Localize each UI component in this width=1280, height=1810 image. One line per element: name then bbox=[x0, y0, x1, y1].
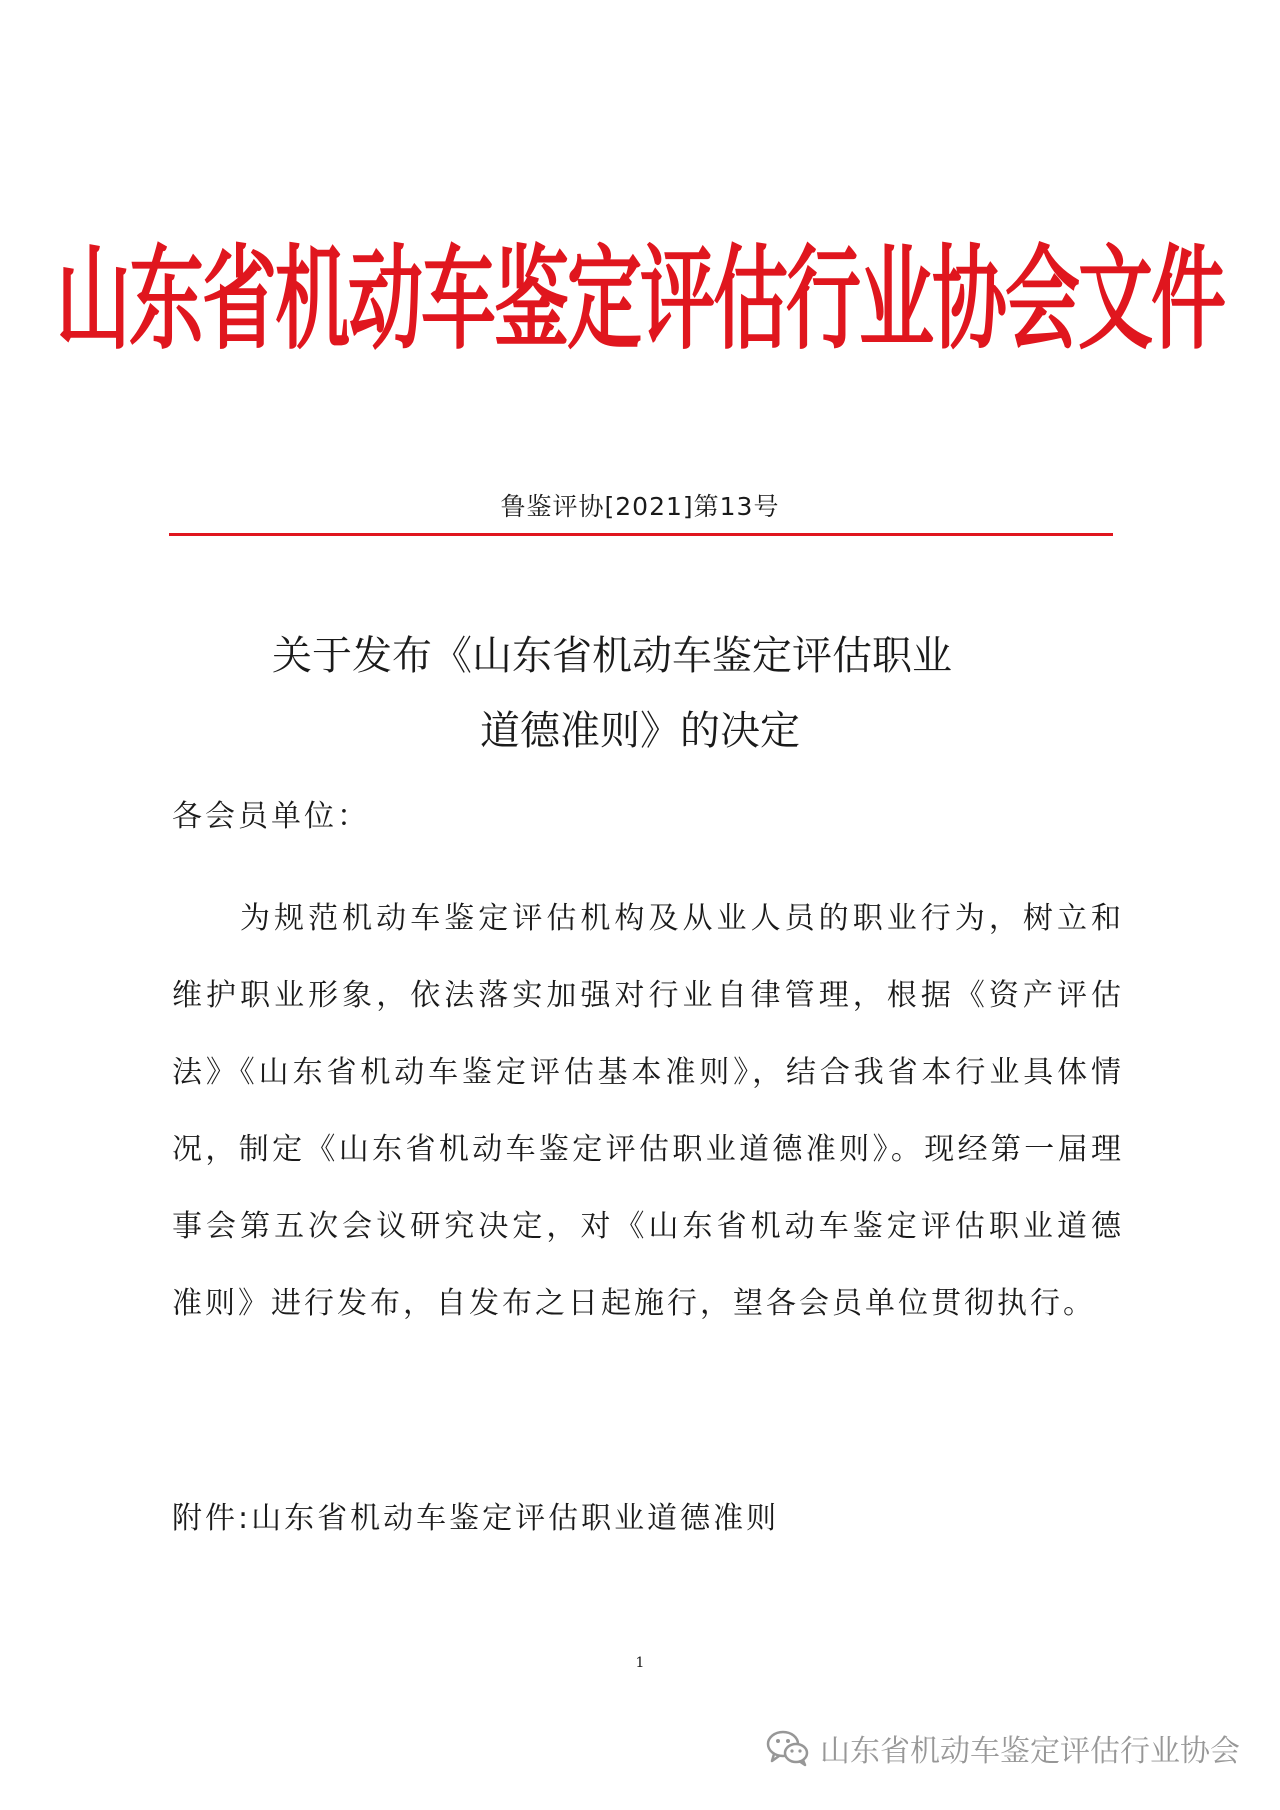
masthead-title: 山东省机动车鉴定评估行业协会文件 bbox=[55, 232, 1224, 365]
document-title-line-2: 道德准则》的决定 bbox=[480, 708, 800, 754]
watermark-text: 山东省机动车鉴定评估行业协会 bbox=[820, 1734, 1240, 1769]
document-title-line-1: 关于发布《山东省机动车鉴定评估职业 bbox=[272, 633, 952, 679]
watermark bbox=[766, 1726, 1240, 1770]
page-number: 1 bbox=[635, 1655, 645, 1671]
red-divider bbox=[169, 533, 1113, 536]
salutation: 各会员单位： bbox=[172, 799, 370, 834]
body-paragraph: 为规范机动车鉴定评估机构及从业人员的职业行为，树立和维护职业形象，依法落实加强对行业自律管理，根据《资产评估法》《山东省机动车鉴定评估基本准则》，结合我省本行业具体情况，制定《山东省机动车鉴定评估职业道德准则》。现经第一届理事会第五次会议研究决定，对《山东省机动车鉴定评估职业道德准则》进行发布，自发布之日起施行，望各会员单位贯彻执行。 bbox=[172, 901, 1124, 1321]
attachment-line: 附件:山东省机动车鉴定评估职业道德准则 bbox=[172, 1501, 780, 1536]
document-number: 鲁鉴评协[2021]第13号 bbox=[500, 492, 780, 521]
wechat-icon bbox=[766, 1729, 810, 1767]
